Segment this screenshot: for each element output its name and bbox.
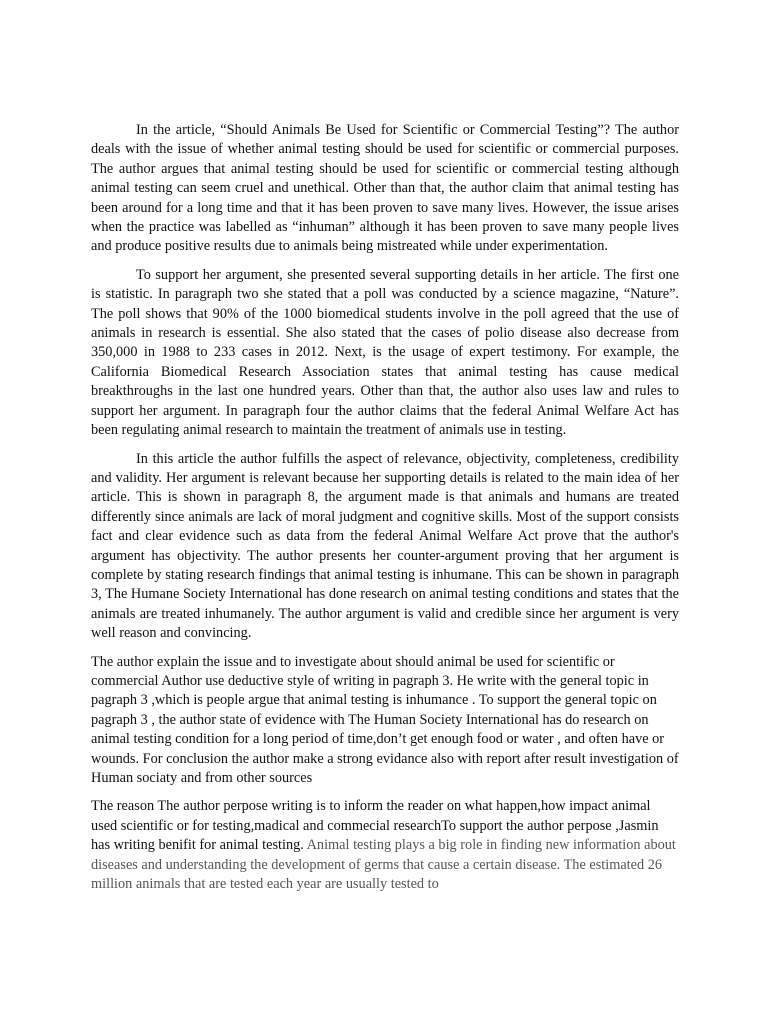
paragraph-evaluation: In this article the author fulfills the aspect of relevance, objectivity, completeness, credibility and validity. Her argument is relevant because her supporting details is related to the main idea of her article. This is shown in paragraph 8, the argument made is that animals and humans are treated differently since animals are lack of moral judgment and cognitive skills. Most of the support consists fact and clear evidence such as data from the federal Animal Welfare Act prove that the author's argument has objectivity. The author presents her counter-argument proving that her argument is complete by stating research findings that animal testing is inhumane. This can be shown in paragraph 3, The Humane Society International has done research on animal testing conditions and states that the animals are treated inhumanely. The author argument is valid and credible since her argument is very well reason and convincing. (91, 450, 679, 642)
paragraph-intro: In the article, “Should Animals Be Used for Scientific or Commercial Testing”? The author deals with the issue of whether animal testing should be used for scientific or commercial purposes. The author argues that animal testing should be used for scientific or commercial testing although animal testing can seem cruel and unethical. Other than that, the author claim that animal testing has been around for a long time and that it has been proven to save many lives. However, the issue arises when the practice was labelled as “inhuman” although it has been proven to save many people lives and produce positive results due to animals being mistreated while under experimentation. (91, 122, 679, 255)
document-page (91, 121, 679, 903)
paragraph-supporting-details: To support her argument, she presented several supporting details in her article. The first one is statistic. In paragraph two she stated that a poll was conducted by a science magazine, “Nature”. The poll shows that 90% of the 1000 biomedical students involve in the poll agreed that the use of animals in research is essential. She also stated that the cases of polio disease also decrease from 350,000 in 1988 to 233 cases in 2012. Next, is the usage of expert testimony. For example, the California Biomedical Research Association states that animal testing has cause medical breakthroughs in the last one hundred years. Other than that, the author also uses law and rules to support her argument. In paragraph four the author claims that the federal Animal Welfare Act has been regulating animal research to maintain the treatment of animals use in testing. (91, 266, 679, 439)
paragraph-author-purpose (91, 797, 679, 894)
author-purpose-text: The reason The author perpose writing is to inform the reader on what happen,how impact animal used scientific or for testing,madical and commecial researchTo support the author perpose ,Jasmin has writing benifit for animal testing. (91, 798, 659, 854)
animal-testing-excerpt: Animal testing plays a big role in finding new information about diseases and understanding the development of germs that cause a certain disease. The estimated 26 million animals that are tested each year are usually tested to (91, 837, 676, 893)
paragraph-author-explanation: The author explain the issue and to investigate about should animal be used for scientific or commercial Author use deductive style of writing in pagraph 3. He write with the general topic in pagraph 3 ,which is people argue that animal testing is inhumance . To support the general topic on pagraph 3 , the author state of evidence with The Human Society International has do research on animal testing condition for a long period of time,don’t get enough food or water , and often have or wounds. For conclusion the author make a strong evidance also with report after result investigation of Human sociaty and from other sources (91, 653, 679, 786)
